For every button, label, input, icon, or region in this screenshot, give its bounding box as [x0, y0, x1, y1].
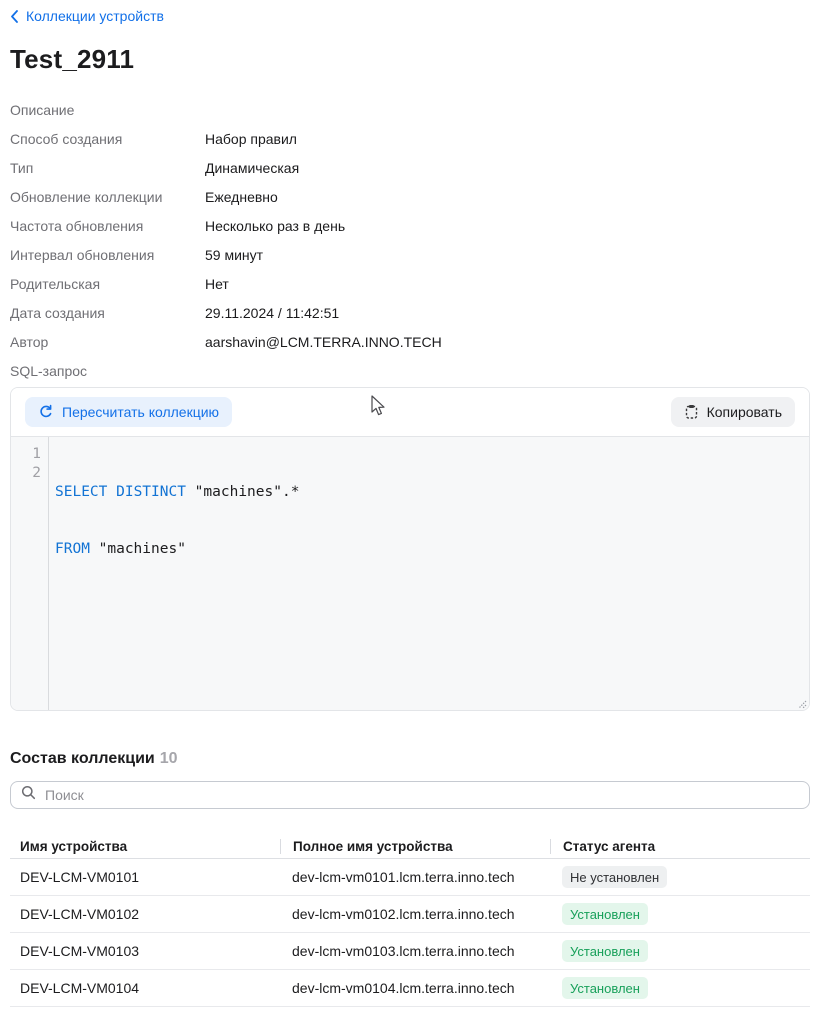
property-row-created-date — [10, 298, 810, 327]
table-body — [10, 859, 810, 1007]
table-row[interactable] — [10, 859, 810, 896]
line-number: 2 — [32, 465, 41, 481]
property-label: Тип — [10, 159, 34, 176]
table-row[interactable] — [10, 896, 810, 933]
property-label: Автор — [10, 333, 49, 350]
recount-button-label: Пересчитать коллекцию — [62, 404, 220, 420]
property-value: 29.11.2024 / 11:42:51 — [205, 304, 340, 321]
breadcrumb-back-link[interactable] — [10, 8, 164, 24]
sql-keyword: SELECT DISTINCT — [55, 484, 186, 500]
collection-members-label: Состав коллекции — [10, 750, 155, 767]
copy-button-label: Копировать — [706, 404, 782, 420]
search-input[interactable] — [45, 787, 799, 803]
device-name: DEV-LCM-VM0101 — [20, 869, 140, 885]
collection-members-heading — [10, 750, 810, 768]
properties-list — [10, 95, 810, 385]
status-badge: Установлен — [562, 977, 648, 999]
agent-status-cell — [550, 977, 810, 999]
resize-handle[interactable] — [795, 696, 807, 708]
sql-code-text — [49, 437, 299, 710]
property-row-frequency — [10, 211, 810, 240]
property-value: Динамическая — [205, 159, 300, 176]
property-row-update — [10, 182, 810, 211]
copy-icon — [684, 404, 699, 420]
property-value: Несколько раз в день — [205, 217, 346, 234]
property-row-interval — [10, 240, 810, 269]
property-value: Нет — [205, 275, 229, 292]
search-icon — [21, 785, 36, 805]
devices-table — [10, 835, 810, 1007]
property-row-creation-method — [10, 124, 810, 153]
status-badge: Не установлен — [562, 866, 667, 888]
property-value: 59 минут — [205, 246, 264, 263]
device-name: DEV-LCM-VM0104 — [20, 980, 140, 996]
collection-detail-page — [10, 8, 810, 1007]
table-row[interactable] — [10, 970, 810, 1007]
property-label: SQL-запрос — [10, 362, 88, 379]
property-label: Способ создания — [10, 130, 123, 147]
property-row-description — [10, 95, 810, 124]
device-fqdn: dev-lcm-vm0101.lcm.terra.inno.tech — [292, 869, 515, 885]
line-number: 1 — [32, 446, 41, 462]
breadcrumb-label: Коллекции устройств — [26, 8, 164, 24]
property-label: Обновление коллекции — [10, 188, 163, 205]
line-number-gutter — [11, 437, 49, 710]
property-row-author — [10, 327, 810, 356]
sql-code-line — [55, 483, 299, 502]
device-fqdn: dev-lcm-vm0103.lcm.terra.inno.tech — [292, 943, 515, 959]
refresh-icon — [38, 404, 54, 420]
agent-status-cell — [550, 866, 810, 888]
sql-code-line — [55, 540, 299, 559]
property-label: Частота обновления — [10, 217, 144, 234]
property-label: Дата создания — [10, 304, 105, 321]
status-badge: Установлен — [562, 903, 648, 925]
property-label: Интервал обновления — [10, 246, 155, 263]
property-value: aarshavin@LCM.TERRA.INNO.TECH — [205, 333, 442, 350]
sql-identifier: "machines".* — [194, 484, 300, 500]
device-fqdn: dev-lcm-vm0104.lcm.terra.inno.tech — [292, 980, 515, 996]
sql-query-panel — [10, 387, 810, 711]
sql-identifier: "machines" — [98, 541, 186, 557]
chevron-left-icon — [10, 10, 18, 23]
column-header-device-name[interactable]: Имя устройства — [20, 839, 128, 854]
sql-keyword: FROM — [55, 541, 90, 557]
agent-status-cell — [550, 903, 810, 925]
device-fqdn: dev-lcm-vm0102.lcm.terra.inno.tech — [292, 906, 515, 922]
collection-members-count: 10 — [159, 750, 178, 767]
sql-toolbar — [11, 388, 809, 436]
column-header-agent-status[interactable]: Статус агента — [550, 839, 810, 854]
property-label: Описание — [10, 101, 75, 118]
copy-button[interactable] — [671, 397, 795, 427]
sql-code-editor[interactable] — [11, 436, 809, 710]
column-header-fqdn[interactable]: Полное имя устройства — [280, 839, 550, 854]
property-value: Набор правил — [205, 130, 297, 147]
property-label: Родительская — [10, 275, 101, 292]
device-name: DEV-LCM-VM0102 — [20, 906, 140, 922]
property-row-type — [10, 153, 810, 182]
property-value: Ежедневно — [205, 188, 278, 205]
search-box[interactable] — [10, 781, 810, 809]
recount-collection-button[interactable] — [25, 397, 232, 427]
table-header-row — [10, 835, 810, 859]
device-name: DEV-LCM-VM0103 — [20, 943, 140, 959]
table-row[interactable] — [10, 933, 810, 970]
property-row-parent — [10, 269, 810, 298]
property-row-sql-query — [10, 356, 810, 385]
agent-status-cell — [550, 940, 810, 962]
page-title: Test_2911 — [10, 44, 135, 74]
status-badge: Установлен — [562, 940, 648, 962]
